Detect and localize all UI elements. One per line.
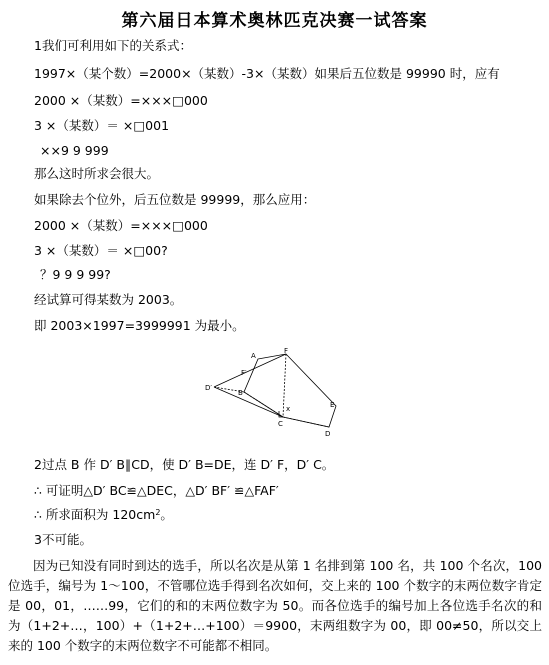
label-c: C (278, 420, 283, 428)
area-suffix: 。 (160, 507, 173, 522)
text-line-4: 3 ×（某数）＝ ×□001 (34, 118, 170, 133)
label-f-prime: F′ (241, 369, 247, 377)
text-line-9: 3 ×（某数）＝ ×□00? (34, 243, 168, 258)
segment-dprime-c (214, 387, 283, 417)
label-a: A (251, 352, 256, 360)
q2-line-1: 2过点 B 作 D′ B∥CD，使 D′ B=DE，连 D′ F，D′ C。 (34, 457, 335, 472)
geometry-figure (200, 345, 350, 441)
text-line-8: 2000 ×（某数）=×××□000 (34, 218, 208, 233)
text-line-10: ？9 9 9 99? (40, 267, 111, 282)
label-e: E (330, 401, 335, 409)
text-line-3: 2000 ×（某数）=×××□000 (34, 93, 208, 108)
text-line-11: 经试算可得某数为 2003。 (34, 292, 183, 307)
area-text: ∴ 所求面积为 120cm (34, 507, 156, 522)
text-line-7: 如果除去个位外，后五位数是 99999，那么应用： (34, 192, 316, 207)
q3-paragraph-text: 因为已知没有同时到达的选手，所以名次是从第 1 名排到第 100 名，共 100 个名次，100 位选手，编号为 1～100，不管哪位选手得到名次如何，交上来的 100 个数字的末两位数字肯定是 00，01，……99，它们的和的末两位数字为 50。而各位选手的编号加上各位选手名次的和为（1+2+…，100）+（1+2+…+100）＝9900，末两组数字为 00，即 00≠50，所以交上来的 100 个数字的末两位数字不可能都不相同。 (8, 558, 542, 653)
q2-line-2: ∴ 可证明△D′ BC≌△DEC，△D′ BF′ ≌△FAF′ (34, 483, 279, 498)
text-line-5: ××9 9 999 (40, 143, 109, 158)
label-b: B (238, 389, 243, 397)
text-line-1: 1我们可利用如下的关系式： (34, 38, 192, 53)
label-d: D (325, 430, 331, 438)
area-exponent: 2 (155, 508, 161, 517)
text-line-12: 即 2003×1997=3999991 为最小。 (34, 318, 245, 333)
label-d-prime: D′ (205, 384, 212, 392)
label-f: F (284, 347, 289, 355)
q3-heading: 3不可能。 (34, 532, 92, 547)
label-x: x (286, 405, 291, 413)
q3-paragraph (8, 556, 542, 656)
segment-dprime-f (214, 354, 286, 387)
polygon-outline (244, 354, 336, 427)
page-title: 第六届日本算术奥林匹克决赛一试答案 (121, 11, 428, 31)
q2-line-3 (34, 507, 173, 523)
text-line-6: 那么这时所求会很大。 (34, 166, 160, 181)
text-line-2: 1997×（某个数）=2000×（某数）-3×（某数）如果后五位数是 99990 时，应有 (34, 66, 500, 81)
